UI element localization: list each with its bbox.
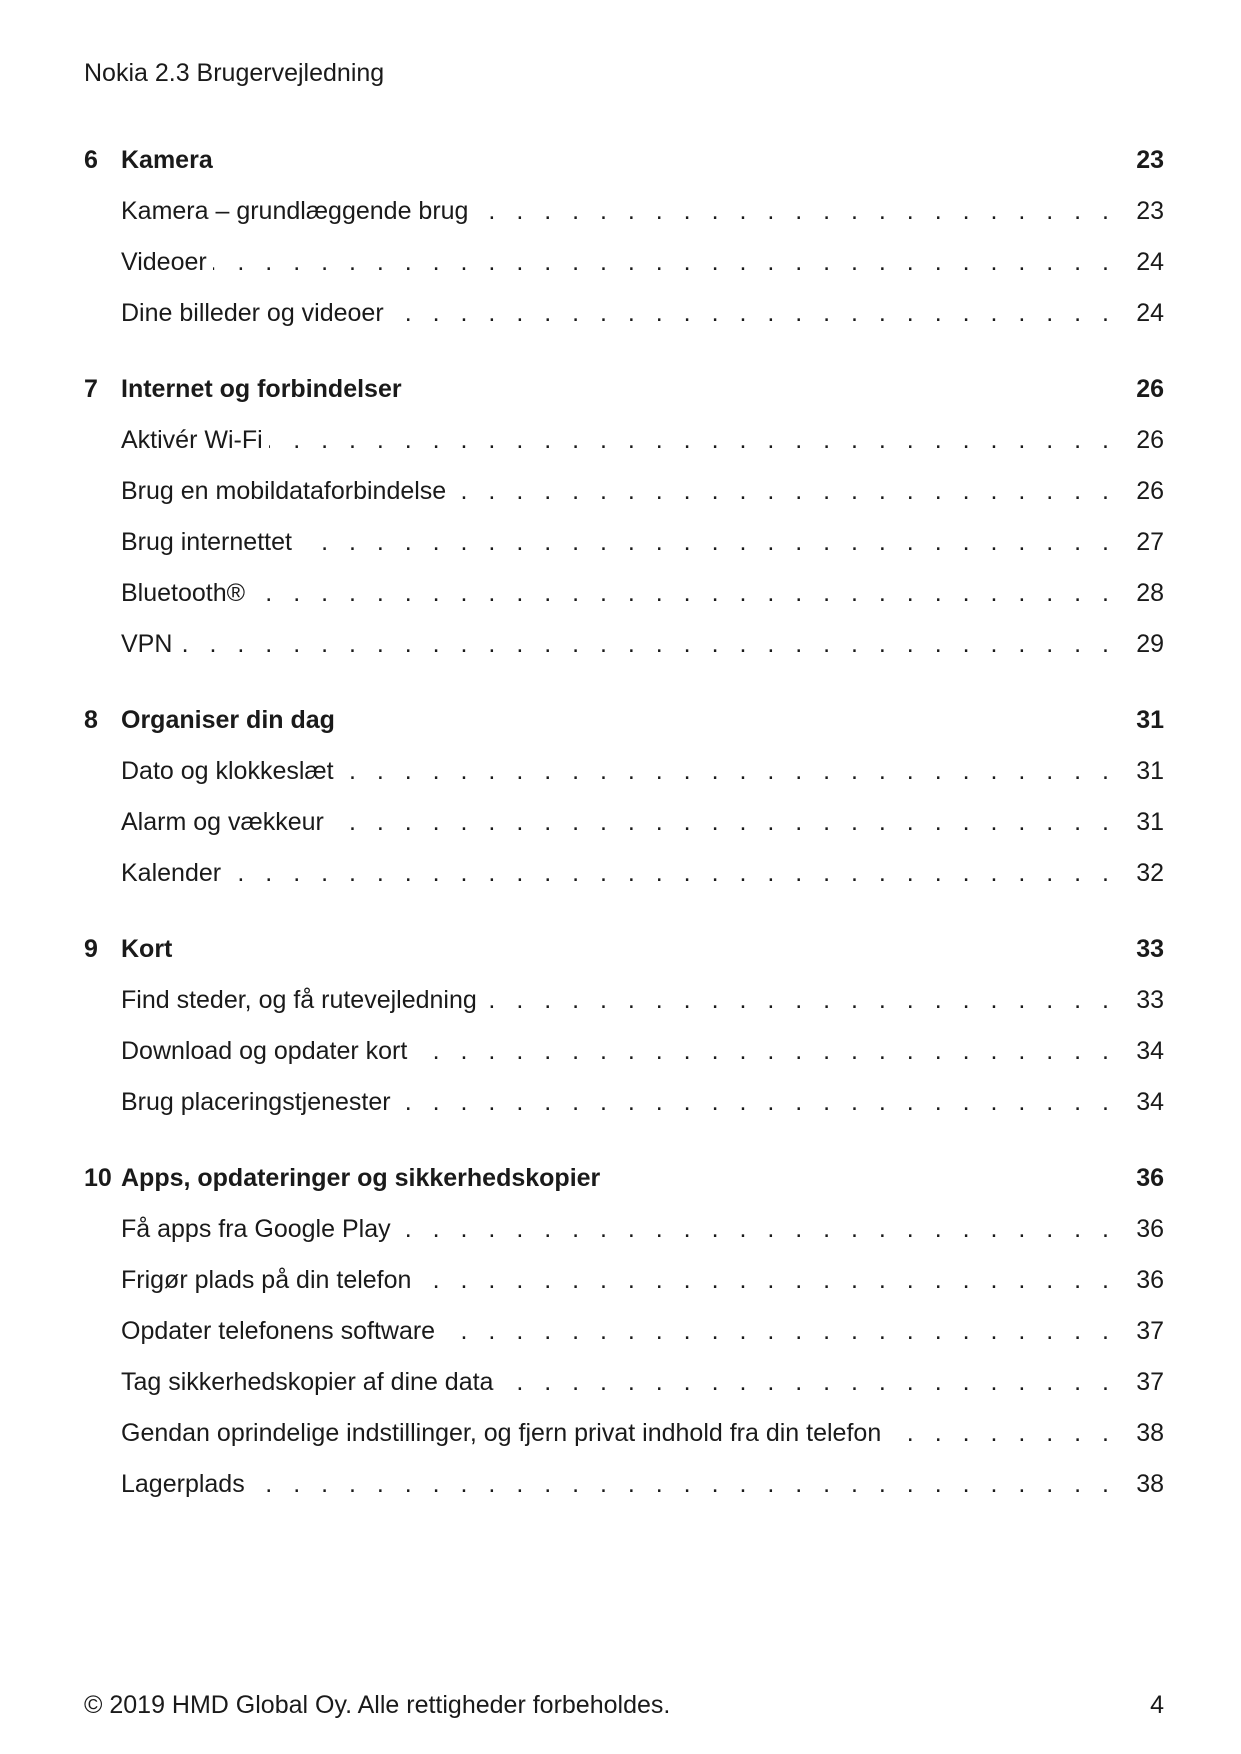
toc-entry[interactable] — [84, 575, 1164, 626]
dot-leader — [452, 473, 1116, 509]
toc-entry-title: Dato og klokkeslæt — [121, 757, 334, 785]
toc-entry[interactable] — [84, 193, 1164, 244]
dot-leader — [499, 1364, 1116, 1400]
toc-entry-title: Brug placeringstjenester — [121, 1088, 391, 1116]
chapter-heading[interactable] — [84, 931, 1164, 982]
toc-entry-title: Lagerplads — [121, 1470, 245, 1498]
toc-entry[interactable] — [84, 1466, 1164, 1517]
toc-entry-page: 34 — [1136, 1088, 1164, 1116]
chapter-number: 10 — [84, 1164, 112, 1192]
dot-leader — [474, 193, 1116, 229]
toc-entry[interactable] — [84, 1364, 1164, 1415]
toc-entry-page: 29 — [1136, 630, 1164, 658]
chapter-number: 8 — [84, 706, 98, 734]
toc-entry-title: Kamera – grundlæggende brug — [121, 197, 469, 225]
toc-entry-page: 32 — [1136, 859, 1164, 887]
dot-leader — [417, 1262, 1116, 1298]
chapter-heading[interactable] — [84, 142, 1164, 193]
toc-entry-title: Bluetooth® — [121, 579, 246, 607]
chapter-page-number: 33 — [1136, 935, 1164, 963]
dot-leader — [330, 804, 1116, 840]
dot-leader — [251, 575, 1116, 611]
dot-leader — [340, 753, 1116, 789]
toc-entry-title: Videoer — [121, 248, 207, 276]
toc-entry-page: 33 — [1136, 986, 1164, 1014]
toc-entry[interactable] — [84, 295, 1164, 346]
toc-entry[interactable] — [84, 626, 1164, 677]
toc-entry-page: 38 — [1136, 1419, 1164, 1447]
toc-entry-title: Alarm og vækkeur — [121, 808, 324, 836]
chapter-number: 6 — [84, 146, 98, 174]
toc-entry[interactable] — [84, 804, 1164, 855]
chapter-title: Kamera — [121, 146, 213, 174]
toc-entry-page: 23 — [1136, 197, 1164, 225]
toc-entry-page: 26 — [1136, 477, 1164, 505]
dot-leader — [251, 1466, 1116, 1502]
toc-entry-page: 31 — [1136, 757, 1164, 785]
toc-entry-title: Frigør plads på din telefon — [121, 1266, 412, 1294]
toc-chapter-10 — [84, 1160, 1164, 1517]
toc-entry-page: 31 — [1136, 808, 1164, 836]
toc-entry-title: Opdater telefonens software — [121, 1317, 436, 1345]
toc-entry[interactable] — [84, 1084, 1164, 1135]
toc-entry[interactable] — [84, 1262, 1164, 1313]
toc-entry-title: Tag sikkerhedskopier af dine data — [121, 1368, 494, 1396]
toc-entry-page: 36 — [1136, 1215, 1164, 1243]
chapter-page-number: 23 — [1136, 146, 1164, 174]
dot-leader — [227, 855, 1116, 891]
toc-entry[interactable] — [84, 753, 1164, 804]
toc-entry[interactable] — [84, 524, 1164, 575]
toc-entry[interactable] — [84, 473, 1164, 524]
chapter-number: 9 — [84, 935, 98, 963]
footer-page-number: 4 — [1150, 1691, 1164, 1719]
dot-leader — [390, 295, 1116, 331]
dot-leader — [413, 1033, 1116, 1069]
toc-entry-title: Aktivér Wi-Fi — [121, 426, 263, 454]
chapter-heading[interactable] — [84, 371, 1164, 422]
dot-leader — [887, 1415, 1116, 1451]
toc-entry[interactable] — [84, 1211, 1164, 1262]
chapter-title: Apps, opdateringer og sikkerhedskopier — [121, 1164, 601, 1192]
toc-entry-title: Download og opdater kort — [121, 1037, 408, 1065]
toc-entry[interactable] — [84, 982, 1164, 1033]
toc-entry-title: Find steder, og få rutevejledning — [121, 986, 477, 1014]
chapter-page-number: 31 — [1136, 706, 1164, 734]
toc-entry-page: 26 — [1136, 426, 1164, 454]
dot-leader — [298, 524, 1116, 560]
toc-entry-title: Brug internettet — [121, 528, 292, 556]
chapter-page-number: 36 — [1136, 1164, 1164, 1192]
document-header-title: Nokia 2.3 Brugervejledning — [84, 59, 385, 87]
toc-entry-page: 34 — [1136, 1037, 1164, 1065]
toc-entry-page: 38 — [1136, 1470, 1164, 1498]
toc-entry-title: Kalender — [121, 859, 222, 887]
chapter-number: 7 — [84, 375, 98, 403]
toc-entry-title: VPN — [121, 630, 173, 658]
table-of-contents — [84, 142, 1164, 1542]
chapter-title: Internet og forbindelser — [121, 375, 402, 403]
dot-leader — [397, 1211, 1116, 1247]
chapter-heading[interactable] — [84, 702, 1164, 753]
toc-chapter-9 — [84, 931, 1164, 1135]
toc-entry-title: Gendan oprindelige indstillinger, og fjern privat indhold fra din telefon — [121, 1419, 882, 1447]
toc-entry-page: 27 — [1136, 528, 1164, 556]
dot-leader — [483, 982, 1116, 1018]
toc-entry-title: Brug en mobildataforbindelse — [121, 477, 447, 505]
toc-entry[interactable] — [84, 1313, 1164, 1364]
toc-entry-page: 37 — [1136, 1368, 1164, 1396]
toc-entry[interactable] — [84, 422, 1164, 473]
toc-entry[interactable] — [84, 1415, 1164, 1466]
dot-leader — [178, 626, 1116, 662]
toc-entry-page: 24 — [1136, 299, 1164, 327]
toc-chapter-8 — [84, 702, 1164, 906]
chapter-title: Organiser din dag — [121, 706, 335, 734]
dot-leader — [397, 1084, 1116, 1120]
dot-leader — [441, 1313, 1116, 1349]
dot-leader — [269, 422, 1116, 458]
toc-chapter-6 — [84, 142, 1164, 346]
dot-leader — [213, 244, 1116, 280]
chapter-heading[interactable] — [84, 1160, 1164, 1211]
toc-entry-page: 28 — [1136, 579, 1164, 607]
toc-entry[interactable] — [84, 855, 1164, 906]
toc-chapter-7 — [84, 371, 1164, 677]
toc-entry-page: 24 — [1136, 248, 1164, 276]
toc-entry-page: 36 — [1136, 1266, 1164, 1294]
toc-entry[interactable] — [84, 244, 1164, 295]
chapter-title: Kort — [121, 935, 173, 963]
toc-entry-page: 37 — [1136, 1317, 1164, 1345]
copyright-notice: © 2019 HMD Global Oy. Alle rettigheder forbeholdes. — [84, 1691, 671, 1719]
toc-entry-title: Få apps fra Google Play — [121, 1215, 391, 1243]
toc-entry[interactable] — [84, 1033, 1164, 1084]
toc-entry-title: Dine billeder og videoer — [121, 299, 384, 327]
chapter-page-number: 26 — [1136, 375, 1164, 403]
